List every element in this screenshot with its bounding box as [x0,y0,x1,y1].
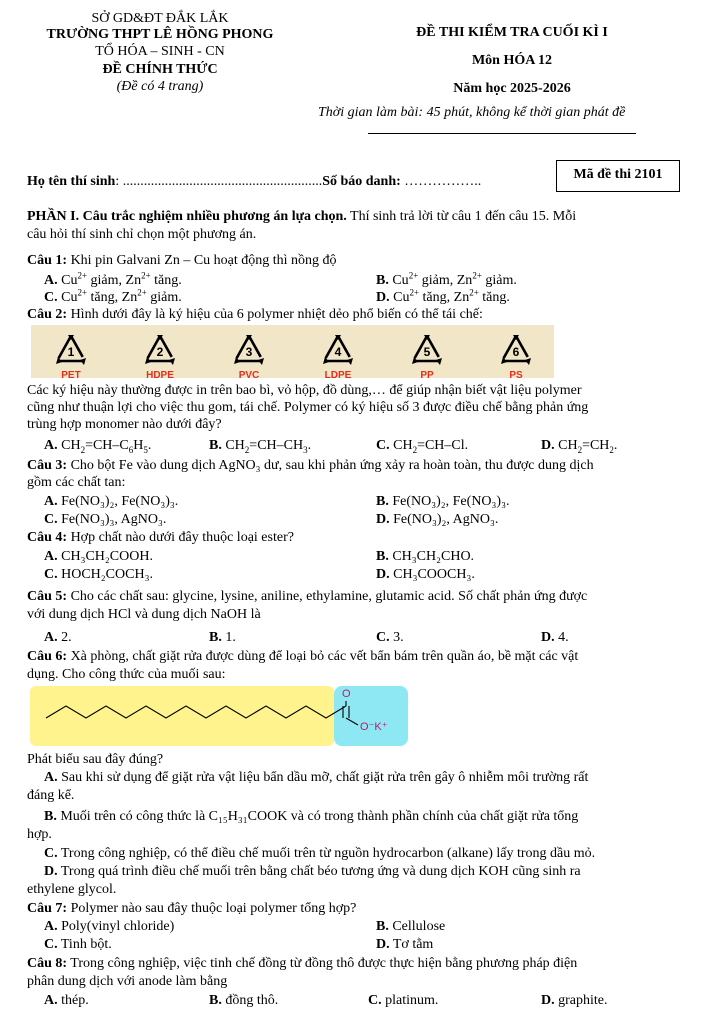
q6-prompt: Phát biểu sau đây đúng? [27,752,164,767]
recycle-label-pvc: PVC [238,370,260,381]
id-label: Số báo danh: [322,174,401,189]
q5-option-d[interactable]: D. 4. [541,630,569,645]
recycle-triangle-icon-2 [140,331,180,371]
q6-text-2: dụng. Cho công thức của muối sau: [27,667,226,682]
alkyl-chain-line [46,706,346,718]
q8-option-a[interactable]: A. thép. [44,993,89,1008]
recycle-triangle-icon-3 [229,331,269,371]
q8-option-d[interactable]: D. graphite. [541,993,608,1008]
q3-option-a[interactable]: A. Fe(NO₃)₂, Fe(NO₃)₃. [44,494,179,509]
time-note: Thời gian làm bài: 45 phút, không kể thời gian phát đề [318,105,626,120]
part1-intro [27,208,673,225]
q4-option-d[interactable]: D. CH₃COOCH₃. [376,567,475,582]
part1-text: Thí sinh trả lời từ câu 1 đến câu 15. Mỗi [346,209,577,224]
q5-text-2: với dung dịch HCl và dung dịch NaOH là [27,607,261,622]
q1-option-c[interactable]: C. $Cu^{2+}$ tăng, $Zn^{2+}$ giảm. [44,287,182,305]
q6-option-d[interactable]: D. Trong quá trình điều chế muối trên bằng chất béo tương ứng và dung dịch KOH cũng sinh ra [44,864,581,879]
question-3: Câu 3: Cho bột Fe vào dung dịch AgNO₃ dư, sau khi phản ứng xảy ra hoàn toàn, thu được dung dịch [27,458,594,473]
q6-option-d-cont: ethylene glycol. [27,882,117,897]
exam-title: ĐỀ THI KIỂM TRA CUỐI KÌ I [416,25,608,40]
q1-option-d[interactable]: D. $Cu^{2+}$ tăng, $Zn^{2+}$ tăng. [376,287,510,305]
q6-option-b-cont: hợp. [27,827,52,842]
carbon-oxygen-bond [346,718,358,725]
recycle-number: 1 [67,345,75,359]
part1-text-2: câu hỏi thí sinh chỉ chọn một phương án. [27,227,257,242]
q7-option-a[interactable]: A. Poly(vinyl chloride) [44,919,175,934]
q5-option-b[interactable]: B. 1. [209,630,236,645]
q2-after-1: Các ký hiệu này thường được in trên bao bì, vỏ hộp, đồ dùng,… để giúp nhận biết vật liệu polymer [27,383,582,398]
name-field[interactable]: : ......................................................... [115,174,323,189]
q2-option-a[interactable]: A. $CH_2=CH-C_6H_5$. [44,438,152,455]
q8-text-2: phân dung dịch với anode làm bằng [27,974,228,989]
recycle-number: 3 [245,345,253,359]
q3-option-c[interactable]: C. Fe(NO₃)₃, AgNO₃. [44,512,167,527]
page-count: (Đề có 4 trang) [116,79,204,94]
recycle-label-ps: PS [509,370,523,381]
q8-option-c[interactable]: C. platinum. [368,993,439,1008]
recycle-number: 5 [423,345,431,359]
recycle-triangle-icon-4 [318,331,358,371]
recycle-triangle-icon-1 [51,331,91,371]
part1-heading: PHẦN I. Câu trắc nghiệm nhiều phương án lựa chọn. [27,209,347,224]
q6-option-b[interactable]: B. Muối trên có công thức là C₁₅H₃₁COOK và có trong thành phần chính của chất giặt rửa tổng [44,809,579,824]
group-name: TỔ HÓA – SINH - CN [95,44,225,59]
q7-option-d[interactable]: D. Tơ tằm [376,937,434,952]
recycle-label-pet: PET [61,370,81,381]
q3-option-b[interactable]: B. Fe(NO₃)₂, Fe(NO₃)₃. [376,494,510,509]
question-7: Câu 7: Polymer nào sau đây thuộc loại polymer tổng hợp? [27,901,357,916]
dept-name: SỞ GD&ĐT ĐẮK LẮK [91,11,229,26]
q3-text-2: gồm các chất tan: [27,475,126,490]
salt-structure-diagram [30,686,410,746]
official-label: ĐỀ CHÍNH THỨC [102,62,218,77]
recycle-number: 4 [334,345,342,359]
recycle-number: 6 [512,345,520,359]
school-year: Năm học 2025-2026 [453,81,571,96]
q5-option-c[interactable]: C. 3. [376,630,404,645]
student-line [27,173,481,190]
question-5: Câu 5: Cho các chất sau: glycine, lysine, aniline, ethylamine, glutamic acid. Số chất phản ứng được [27,589,588,604]
q5-option-a[interactable]: A. 2. [44,630,72,645]
id-field[interactable]: …………….. [400,174,482,189]
carboxylate-potassium: O⁻K⁺ [360,721,388,733]
recycle-label-pp: PP [420,370,434,381]
q4-option-a[interactable]: A. CH₃CH₂COOH. [44,549,153,564]
q4-option-c[interactable]: C. HOCH₂COCH₃. [44,567,153,582]
recycle-number: 2 [156,345,164,359]
question-4: Câu 4: Hợp chất nào dưới đây thuộc loại ester? [27,530,294,545]
q7-option-c[interactable]: C. Tinh bột. [44,937,112,952]
carbonyl-oxygen: O [342,688,351,700]
q6-option-a-cont: đáng kể. [27,788,75,803]
q1-option-b[interactable]: B. $Cu^{2+}$ giảm, $Zn^{2+}$ giảm. [376,270,517,288]
recycle-label-ldpe: LDPE [324,370,352,381]
question-1: Câu 1: Khi pin Galvani Zn – Cu hoạt động thì nồng độ [27,253,337,268]
q2-after-2: cũng như thuận lợi cho việc thu gom, tái chế. Polymer có ký hiệu số 3 được điều chế bằng phản ứng [27,400,589,415]
exam-code: Mã đề thi 2101 [556,160,680,192]
q8-option-b[interactable]: B. đồng thô. [209,993,279,1008]
name-label: Họ tên thí sinh [27,174,116,189]
recycle-triangle-icon-6 [496,331,536,371]
question-6: Câu 6: Xà phòng, chất giặt rửa được dùng để loại bỏ các vết bẩn bám trên quần áo, bề mặt các vật [27,649,579,664]
q6-option-a[interactable]: A. Sau khi sử dụng để giặt rửa vật liệu bẩn dầu mỡ, chất giặt rửa trên gây ô nhiễm môi trường rất [44,770,589,785]
recycle-banner [31,325,554,381]
school-name: TRƯỜNG THPT LÊ HỒNG PHONG [46,27,274,42]
q4-option-b[interactable]: B. CH₃CH₂CHO. [376,549,475,564]
question-8: Câu 8: Trong công nghiệp, việc tinh chế đồng từ đồng thô được thực hiện bằng phương pháp điện [27,956,578,971]
header-rule [368,133,636,134]
question-2: Câu 2: Hình dưới đây là ký hiệu của 6 polymer nhiệt dẻo phổ biến có thể tái chế: [27,307,483,322]
q2-option-b[interactable]: B. $CH_2=CH-CH_3$. [209,438,312,455]
q3-option-d[interactable]: D. Fe(NO₃)₂, AgNO₃. [376,512,499,527]
q6-option-c[interactable]: C. Trong công nghiệp, có thể điều chế muối trên từ nguồn hydrocarbon (alkane) lấy trong dầu mỏ. [44,846,596,861]
recycle-label-hdpe: HDPE [146,370,174,381]
q2-after-3: trùng hợp monomer nào dưới đây? [27,417,222,432]
recycle-triangle-icon-5 [407,331,447,371]
q2-option-d[interactable]: D. $CH_2=CH_2$. [541,438,618,455]
q7-option-b[interactable]: B. Cellulose [376,919,446,934]
subject: Môn HÓA 12 [471,53,553,68]
q2-option-c[interactable]: C. $CH_2=CH-Cl$. [376,438,469,455]
q1-option-a[interactable]: A. $Cu^{2+}$ giảm, $Zn^{2+}$ tăng. [44,270,182,288]
